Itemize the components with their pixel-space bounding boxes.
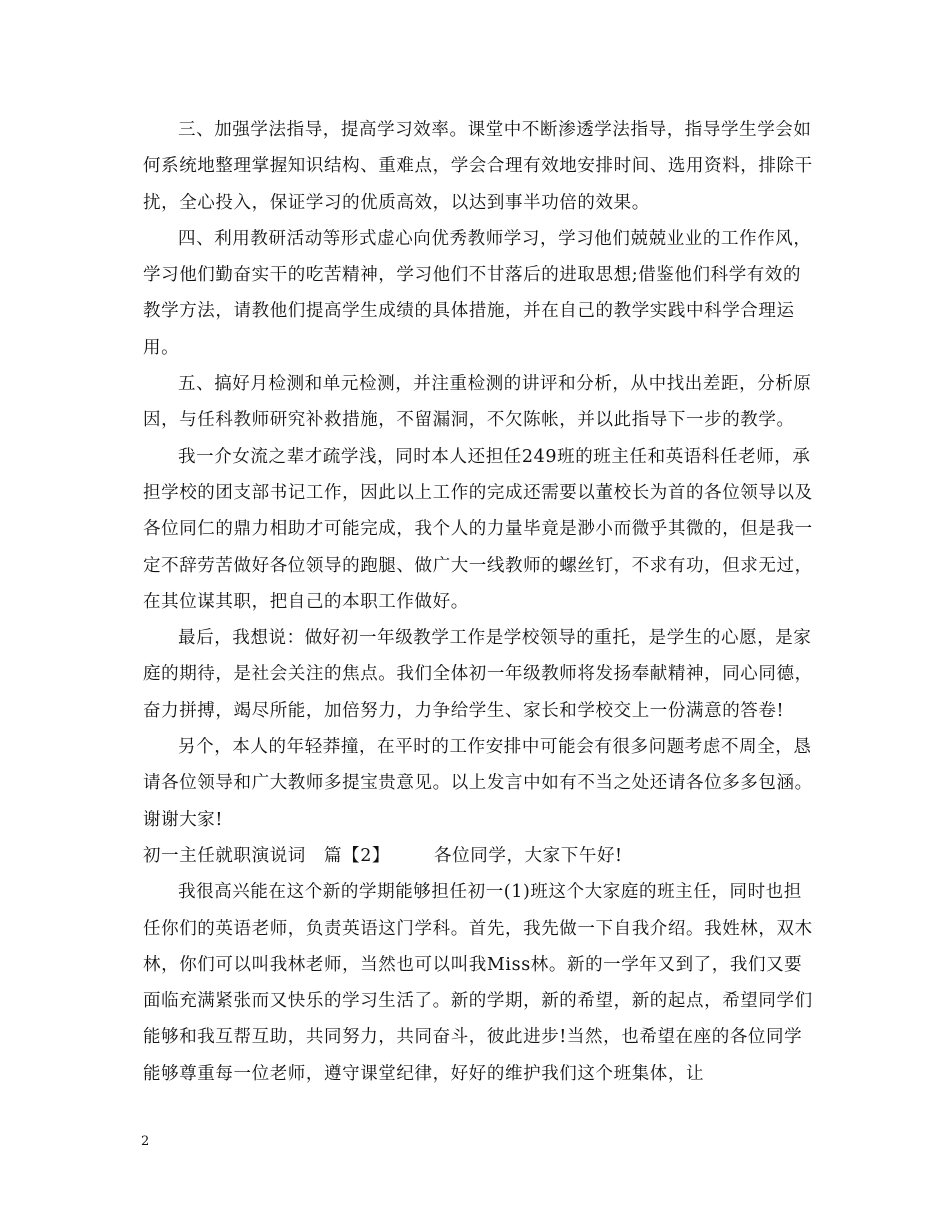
section-heading-line	[143, 838, 813, 874]
paragraph-learn-from-teachers: 四、利用教研活动等形式虚心向优秀教师学习，学习他们兢兢业业的工作作风，学习他们勤奋实干的吃苦精神，学习他们不甘落后的进取思想;借鉴他们科学有效的教学方法，请教他们提高学生成绩的具体措施，并在自己的教学实践中科学合理运用。	[143, 228, 812, 358]
paragraph-study-guidance: 三、加强学法指导，提高学习效率。课堂中不断渗透学法指导，指导学生学会如何系统地整理掌握知识结构、重难点，学会合理有效地安排时间、选用资料，排除干扰，全心投入，保证学习的优质高效，以达到事半功倍的效果。	[143, 120, 813, 213]
page-number: 2	[141, 1134, 150, 1149]
paragraph-monthly-tests: 五、搞好月检测和单元检测，并注重检测的讲评和分析，从中找出差距，分析原因，与任科教师研究补救措施，不留漏洞，不欠陈帐，并以此指导下一步的教学。	[143, 374, 812, 431]
paragraph-introduction: 我很高兴能在这个新的学期能够担任初一(1)班这个大家庭的班主任，同时也担任你们的英语老师，负责英语这门学科。首先，我先做一下自我介绍。我姓林，双木林，你们可以叫我林老师，当然也可以叫我Miss林。新的一学年又到了，我们又要面临充满紧张而又快乐的学习生活了。新的学期，新的希望，新的起点，希望同学们能够和我互帮互助，共同努力，共同奋斗，彼此进步!当然，也希望在座的各位同学能够尊重每一位老师，遵守课堂纪律，好好的维护我们这个班集体，让	[143, 882, 813, 1084]
document-body	[143, 112, 813, 1092]
section-title: 初一主任就职演说词 篇【2】	[143, 845, 391, 866]
paragraph-apology: 另个，本人的年轻莽撞，在平时的工作安排中可能会有很多问题考虑不周全，恳请各位领导和广大教师多提宝贵意见。以上发言中如有不当之处还请各位多多包涵。谢谢大家!	[143, 737, 813, 830]
paragraph-self-statement: 我一介女流之辈才疏学浅，同时本人还担任249班的班主任和英语科任老师，承担学校的团支部书记工作，因此以上工作的完成还需要以董校长为首的各位领导以及各位同仁的鼎力相助才可能完成，我个人的力量毕竟是渺小而微乎其微的，但是我一定不辞劳苦做好各位领导的跑腿、做广大一线教师的螺丝钉，不求有功，但求无过，在其位谋其职，把自己的本职工作做好。	[143, 446, 813, 612]
paragraph-finally: 最后，我想说：做好初一年级教学工作是学校领导的重托，是学生的心愿，是家庭的期待，是社会关注的焦点。我们全体初一年级教师将发扬奉献精神，同心同德，奋力拼搏，竭尽所能，加倍努力，力争给学生、家长和学校交上一份满意的答卷!	[143, 628, 813, 721]
section-greeting: 各位同学，大家下午好!	[434, 845, 623, 866]
